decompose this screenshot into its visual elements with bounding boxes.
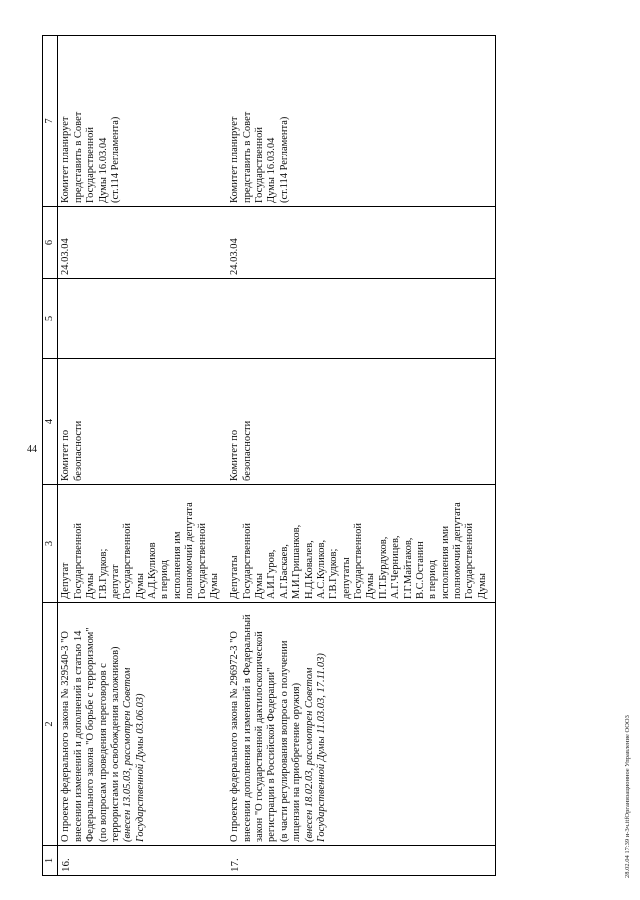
bill-title: О проекте федерального закона № 296972-3 "О внесении дополнения и изменений в Федеральный закон "О государственной дактилоскопической регистрации в Российской Федерации" [229, 614, 278, 842]
initiator-line: Государственной [196, 523, 208, 599]
column-header: 7 [43, 36, 58, 207]
initiator-line: Государственной [464, 523, 476, 599]
bill-scope: (в части регулирования вопроса о получении лицензии на приобретение оружия) [278, 640, 303, 842]
initiator-line: Государственной [122, 523, 134, 599]
table-row [227, 36, 495, 876]
initiator-line: Депутат [60, 562, 72, 599]
initiator-line: Государственной [241, 523, 253, 599]
initiator-line: Думы [365, 573, 377, 599]
initiator-line: исполнения им [171, 531, 183, 599]
bill-note: (внесен 18.02.03, рассмотрен Советом Государственной Думы 11.03.03, 17.11.03) [303, 653, 327, 842]
column-5-cell [58, 279, 227, 359]
bill-cell [58, 603, 227, 846]
status-cell [227, 36, 495, 207]
column-header-row [43, 36, 58, 876]
status-line: представить в Совет [72, 111, 84, 203]
initiator-line: П.Т.Бурдуков, [377, 536, 389, 599]
committee-cell [227, 359, 495, 485]
initiator-line: Н.Д.Ковалев, [303, 540, 315, 599]
initiator-line: Государственной [353, 523, 364, 599]
committee-cell [58, 359, 227, 485]
initiator-line: депутат [109, 564, 121, 599]
status-line: (ст.114 Регламента) [109, 116, 121, 203]
row-number: 16. [58, 846, 227, 876]
committee-line: безопасности [72, 420, 84, 481]
initiator-line: полномочий депутата [184, 502, 196, 599]
initiator-line: Депутаты [229, 555, 241, 599]
initiator-line: А.И.Гуров, [266, 549, 278, 599]
table-row [58, 36, 227, 876]
initiator-line: в период [427, 559, 439, 599]
status-line: Комитет планирует [229, 116, 241, 203]
column-header: 2 [43, 603, 58, 846]
column-header: 1 [43, 846, 58, 876]
initiator-line: А.С.Куликов, [315, 539, 327, 599]
committee-line: Комитет по [60, 429, 72, 481]
bill-title: О проекте федерального закона № 329540-3 "О внесении изменений и дополнений в статью 14 Федерального закона "О борьбе с терроризмом" [60, 627, 97, 842]
row-number: 17. [227, 846, 495, 876]
initiator-cell [227, 485, 495, 603]
initiator-line: исполнения ими [439, 525, 451, 599]
column-header: 3 [43, 485, 58, 603]
status-line: Государственной [254, 127, 265, 203]
initiator-line: полномочий депутата [452, 502, 463, 599]
initiator-line: Думы [134, 573, 146, 599]
initiator-line: Думы [254, 573, 265, 599]
status-line: Думы 16.03.04 [266, 137, 278, 203]
date-cell: 24.03.04 [58, 207, 227, 279]
initiator-line: Думы [476, 573, 488, 599]
date-cell: 24.03.04 [227, 207, 495, 279]
rotated-page [0, 40, 585, 900]
initiator-line: А.Д.Куликов [147, 542, 158, 599]
bill-cell [227, 603, 495, 846]
status-line: представить в Совет [241, 111, 253, 203]
committee-line: безопасности [241, 420, 253, 481]
initiator-line: М.И.Гришанков, [291, 524, 303, 599]
footer-print-stamp: 28.02.04 17:39 и-3ч.itfОрганизационное Управление ООО3 [624, 715, 631, 878]
column-5-cell [227, 279, 495, 359]
initiator-cell [58, 485, 227, 603]
initiator-line: Думы [208, 573, 220, 599]
initiator-line: Г.В.Гудков; [328, 548, 340, 599]
bills-table [42, 35, 496, 876]
initiator-line: Думы [85, 573, 97, 599]
initiator-line: А.Г.Черницев, [390, 535, 402, 599]
status-line: Комитет планирует [60, 116, 72, 203]
initiator-line: Г.Г.Майтаков, [402, 537, 414, 599]
initiator-line: А.Г.Баскаев, [278, 544, 290, 599]
status-line: Думы 16.03.04 [97, 137, 109, 203]
committee-line: Комитет по [229, 429, 241, 481]
status-cell [58, 36, 227, 207]
bill-scope: (по вопросам проведения переговоров с террористами и освобождения заложников) [97, 646, 121, 842]
page-number: 44 [27, 444, 37, 455]
bill-note: (внесен 13.05.03, рассмотрен Советом Государственной Думы 03.06.03) [122, 667, 146, 842]
initiator-line: в период [159, 559, 171, 599]
column-header: 6 [43, 207, 58, 279]
column-header: 5 [43, 279, 58, 359]
initiator-line: депутаты [340, 557, 352, 599]
status-line: Государственной [85, 127, 97, 203]
initiator-line: Г.В.Гудков; [97, 548, 109, 599]
status-line: (ст.114 Регламента) [278, 116, 290, 203]
initiator-line: Государственной [72, 523, 84, 599]
column-header: 4 [43, 359, 58, 485]
initiator-line: В.С.Останин [414, 541, 426, 599]
